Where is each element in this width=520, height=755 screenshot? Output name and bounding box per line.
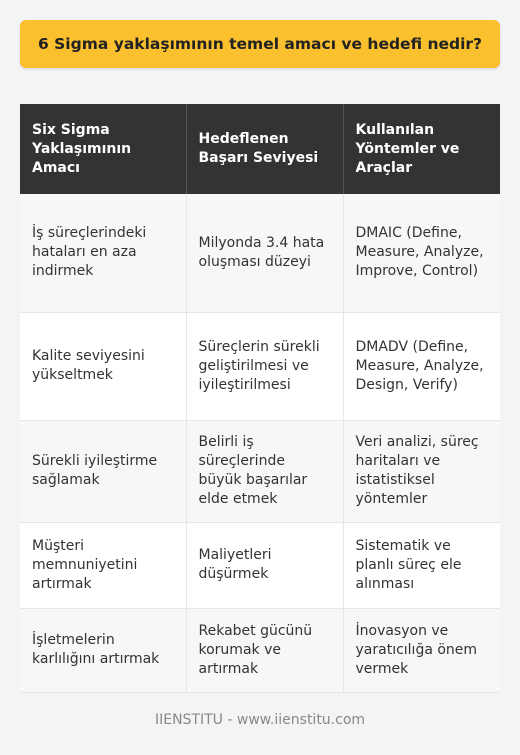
- table-cell: İşletmelerin karlılığını artırmak: [20, 608, 186, 692]
- table-row: [20, 312, 500, 420]
- table-cell: Veri analizi, süreç haritaları ve istatistiksel yöntemler: [343, 420, 500, 522]
- table-cell: Müşteri memnuniyetini artırmak: [20, 522, 186, 608]
- table-cell: Sistematik ve planlı süreç ele alınması: [343, 522, 500, 608]
- table-cell: Süreçlerin sürekli geliştirilmesi ve iyileştirilmesi: [186, 312, 343, 420]
- column-header-methods: Kullanılan Yöntemler ve Araçlar: [343, 104, 500, 194]
- footer-credit: IIENSTITU - www.iienstitu.com: [154, 712, 366, 728]
- table-row: [20, 194, 500, 312]
- column-header-target: Hedeflenen Başarı Seviyesi: [186, 104, 343, 194]
- table-cell: Rekabet gücünü korumak ve artırmak: [186, 608, 343, 692]
- table-cell: Sürekli iyileştirme sağlamak: [20, 420, 186, 522]
- table-cell: DMAIC (Define, Measure, Analyze, Improve, Control): [343, 194, 500, 312]
- table-cell: DMADV (Define, Measure, Analyze, Design, Verify): [343, 312, 500, 420]
- table-cell: Milyonda 3.4 hata oluşması düzeyi: [186, 194, 343, 312]
- table-cell: İş süreçlerindeki hataları en aza indirmek: [20, 194, 186, 312]
- table-cell: Maliyetleri düşürmek: [186, 522, 343, 608]
- table-row: [20, 420, 500, 522]
- table-cell: Belirli iş süreçlerinde büyük başarılar elde etmek: [186, 420, 343, 522]
- table-header-row: [20, 104, 500, 194]
- page-title: 6 Sigma yaklaşımının temel amacı ve hedefi nedir?: [20, 20, 500, 68]
- column-header-purpose: Six Sigma Yaklaşımının Amacı: [20, 104, 186, 194]
- table-row: [20, 522, 500, 608]
- table-row: [20, 608, 500, 692]
- table-cell: Kalite seviyesini yükseltmek: [20, 312, 186, 420]
- info-table: [20, 104, 500, 693]
- table-cell: İnovasyon ve yaratıcılığa önem vermek: [343, 608, 500, 692]
